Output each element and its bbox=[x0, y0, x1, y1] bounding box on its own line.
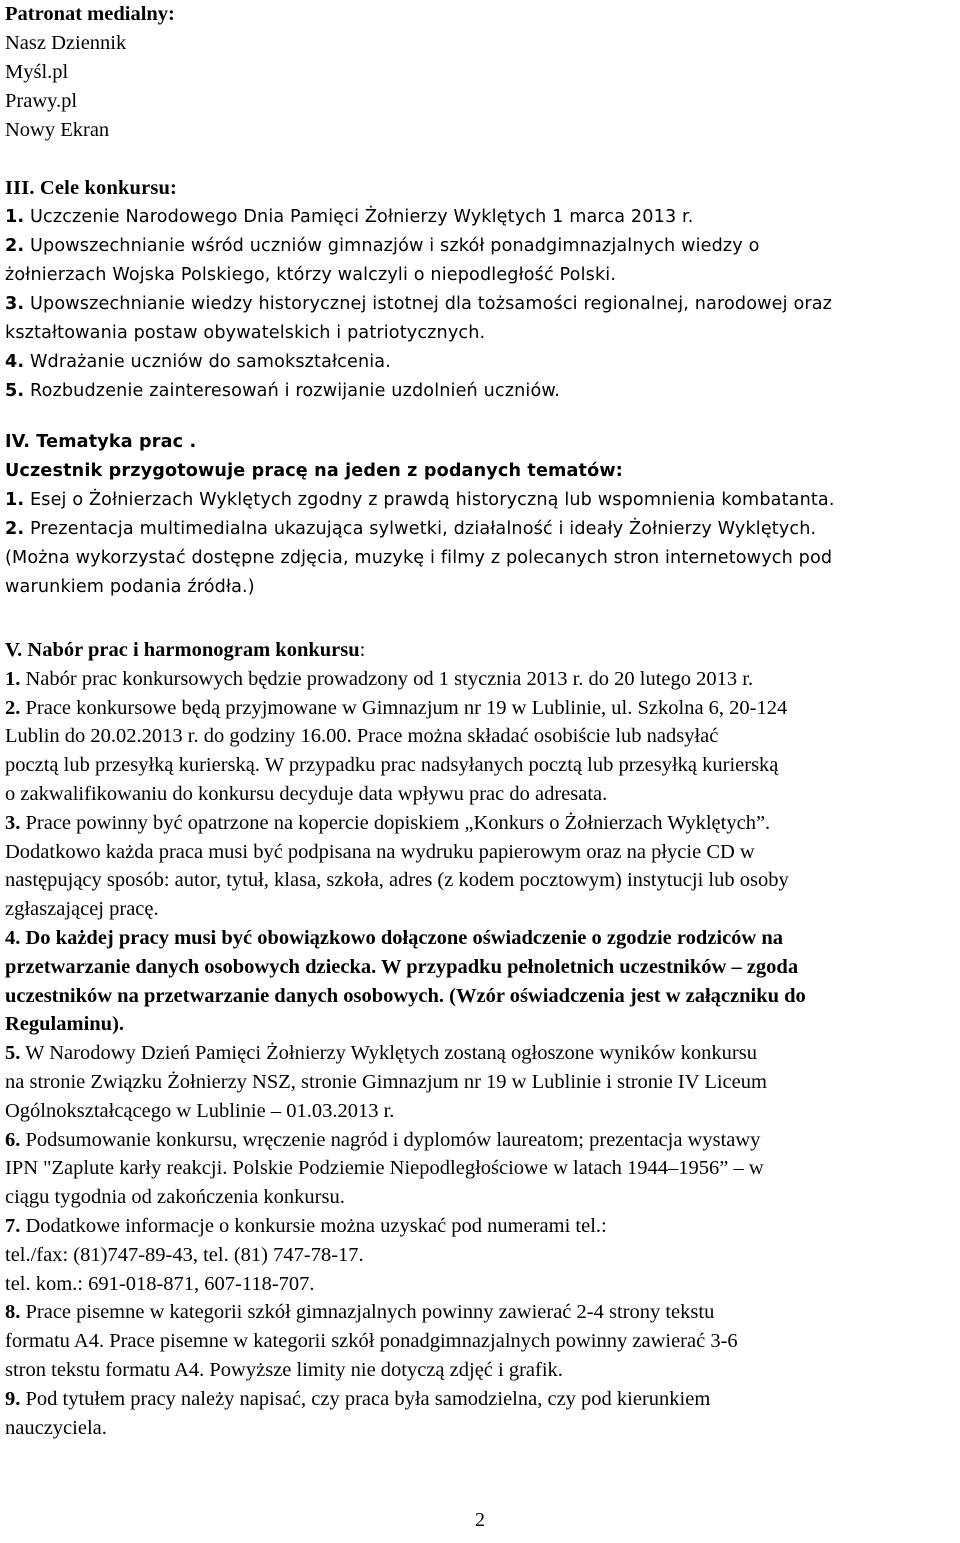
goal-text: Uczczenie Narodowego Dnia Pamięci Żołnierzy Wyklętych 1 marca 2013 r. bbox=[29, 207, 694, 227]
schedule-text: uczestników na przetwarzanie danych osobowych. (Wzór oświadczenia jest w załączniku do bbox=[5, 984, 806, 1007]
patronage-heading: Patronat medialny: bbox=[5, 3, 175, 25]
topic-text: Esej o Żołnierzach Wyklętych zgodny z prawdą historyczną lub wspomnienia kombatanta. bbox=[29, 490, 835, 510]
schedule-text: Ogólnokształcącego w Lublinie – 01.03.2013 r. bbox=[5, 1099, 395, 1122]
schedule-text: Dodatkowe informacje o konkursie można uzyskać pod numerami tel.: bbox=[25, 1214, 607, 1237]
schedule-text: zgłaszającej pracę. bbox=[5, 898, 159, 921]
goal-text: Upowszechnianie wiedzy historycznej istotnej dla tożsamości regionalnej, narodowej oraz bbox=[29, 294, 833, 314]
list-number: 1. bbox=[5, 667, 21, 690]
list-number: 5. bbox=[5, 1042, 21, 1065]
schedule-text: Podsumowanie konkursu, wręczenie nagród i dyplomów laureatom; prezentacja wystawy bbox=[25, 1128, 761, 1151]
schedule-text: nauczyciela. bbox=[5, 1416, 107, 1439]
schedule-text: przetwarzanie danych osobowych dziecka. W przypadku pełnoletnich uczestników – zgoda bbox=[5, 955, 799, 978]
list-number: 5. bbox=[5, 381, 25, 401]
list-number: 1. bbox=[5, 207, 25, 227]
schedule-text: IPN "Zaplute karły reakcji. Polskie Podziemie Niepodległościowe w latach 1944–1956” – w bbox=[5, 1157, 764, 1180]
list-number: 7. bbox=[5, 1214, 21, 1237]
schedule-text: Prace konkursowe będą przyjmowane w Gimnazjum nr 19 w Lublinie, ul. Szkolna 6, 20-124 bbox=[25, 696, 788, 719]
goal-text: żołnierzach Wojska Polskiego, którzy walczyli o niepodległość Polski. bbox=[5, 265, 617, 285]
topic-note: (Można wykorzystać dostępne zdjęcia, muzykę i filmy z polecanych stron internetowych pod bbox=[5, 548, 833, 568]
section-subheading: Uczestnik przygotowuje pracę na jeden z podanych tematów: bbox=[5, 461, 623, 481]
list-number: 6. bbox=[5, 1128, 21, 1151]
schedule-text: stron tekstu formatu A4. Powyższe limity nie dotyczą zdjęć i grafik. bbox=[5, 1358, 563, 1381]
list-number: 4. bbox=[5, 352, 25, 372]
schedule-text: tel./fax: (81)747-89-43, tel. (81) 747-78-17. bbox=[5, 1243, 364, 1266]
schedule-text: Regulaminu). bbox=[5, 1013, 125, 1036]
schedule-text: Lublin do 20.02.2013 r. do godziny 16.00. Prace można składać osobiście lub nadsyłać bbox=[5, 725, 719, 748]
list-number: 2. bbox=[5, 519, 25, 539]
section-schedule bbox=[5, 636, 955, 1442]
schedule-text: Prace pisemne w kategorii szkół gimnazjalnych powinny zawierać 2-4 strony tekstu bbox=[25, 1301, 715, 1324]
schedule-text: Do każdej pracy musi być obowiązkowo dołączone oświadczenie o zgodzie rodziców na bbox=[25, 926, 783, 949]
schedule-text: o zakwalifikowaniu do konkursu decyduje data wpływu prac do adresata. bbox=[5, 782, 608, 805]
schedule-text: formatu A4. Prace pisemne w kategorii szkół ponadgimnazjalnych powinny zawierać 3-6 bbox=[5, 1330, 738, 1353]
section-heading: V. Nabór prac i harmonogram konkursu bbox=[5, 639, 360, 661]
list-number: 8. bbox=[5, 1301, 21, 1324]
schedule-text: W Narodowy Dzień Pamięci Żołnierzy Wyklętych zostaną ogłoszone wyników konkursu bbox=[25, 1042, 757, 1065]
goal-text: Upowszechnianie wśród uczniów gimnazjów i szkół ponadgimnazjalnych wiedzy o bbox=[29, 236, 760, 256]
schedule-text: na stronie Związku Żołnierzy NSZ, stronie Gimnazjum nr 19 w Lublinie i stronie IV Liceum bbox=[5, 1070, 767, 1093]
heading-colon: : bbox=[359, 639, 366, 661]
patronage-item: Nowy Ekran bbox=[5, 119, 110, 141]
list-number: 2. bbox=[5, 696, 21, 719]
patronage-block bbox=[5, 0, 175, 145]
patronage-item: Myśl.pl bbox=[5, 61, 69, 83]
schedule-text: Prace powinny być opatrzone na kopercie dopiskiem „Konkurs o Żołnierzach Wyklętych”. bbox=[25, 811, 771, 834]
list-number: 3. bbox=[5, 294, 25, 314]
topic-note: warunkiem podania źródła.) bbox=[5, 577, 255, 597]
goal-text: kształtowania postaw obywatelskich i patriotycznych. bbox=[5, 323, 486, 343]
patronage-item: Prawy.pl bbox=[5, 90, 78, 112]
topic-text: Prezentacja multimedialna ukazująca sylwetki, działalność i ideały Żołnierzy Wyklętych. bbox=[29, 519, 817, 539]
schedule-text: pocztą lub przesyłką kurierską. W przypadku prac nadsyłanych pocztą lub przesyłką kurierską bbox=[5, 754, 779, 777]
schedule-text: Pod tytułem pracy należy napisać, czy praca była samodzielna, czy pod kierunkiem bbox=[25, 1387, 711, 1410]
patronage-item: Nasz Dziennik bbox=[5, 32, 127, 54]
section-heading: IV. Tematyka prac . bbox=[5, 432, 197, 452]
list-number: 9. bbox=[5, 1387, 21, 1410]
schedule-text: Dodatkowo każda praca musi być podpisana na wydruku papierowym oraz na płycie CD w bbox=[5, 840, 755, 863]
list-number: 1. bbox=[5, 490, 25, 510]
schedule-text: następujący sposób: autor, tytuł, klasa, szkoła, adres (z kodem pocztowym) instytucji lub osoby bbox=[5, 869, 789, 892]
section-topics bbox=[5, 428, 955, 602]
list-number: 2. bbox=[5, 236, 25, 256]
schedule-text: tel. kom.: 691-018-871, 607-118-707. bbox=[5, 1272, 315, 1295]
goal-text: Wdrażanie uczniów do samokształcenia. bbox=[29, 352, 391, 372]
schedule-text: Nabór prac konkursowych będzie prowadzony od 1 stycznia 2013 r. do 20 lutego 2013 r. bbox=[25, 667, 754, 690]
section-heading: III. Cele konkursu: bbox=[5, 177, 178, 199]
schedule-text: ciągu tygodnia od zakończenia konkursu. bbox=[5, 1186, 345, 1209]
section-goals bbox=[5, 174, 955, 406]
page-number: 2 bbox=[475, 1509, 485, 1531]
goal-text: Rozbudzenie zainteresowań i rozwijanie uzdolnień uczniów. bbox=[29, 381, 561, 401]
list-number: 3. bbox=[5, 811, 21, 834]
list-number: 4. bbox=[5, 926, 21, 949]
